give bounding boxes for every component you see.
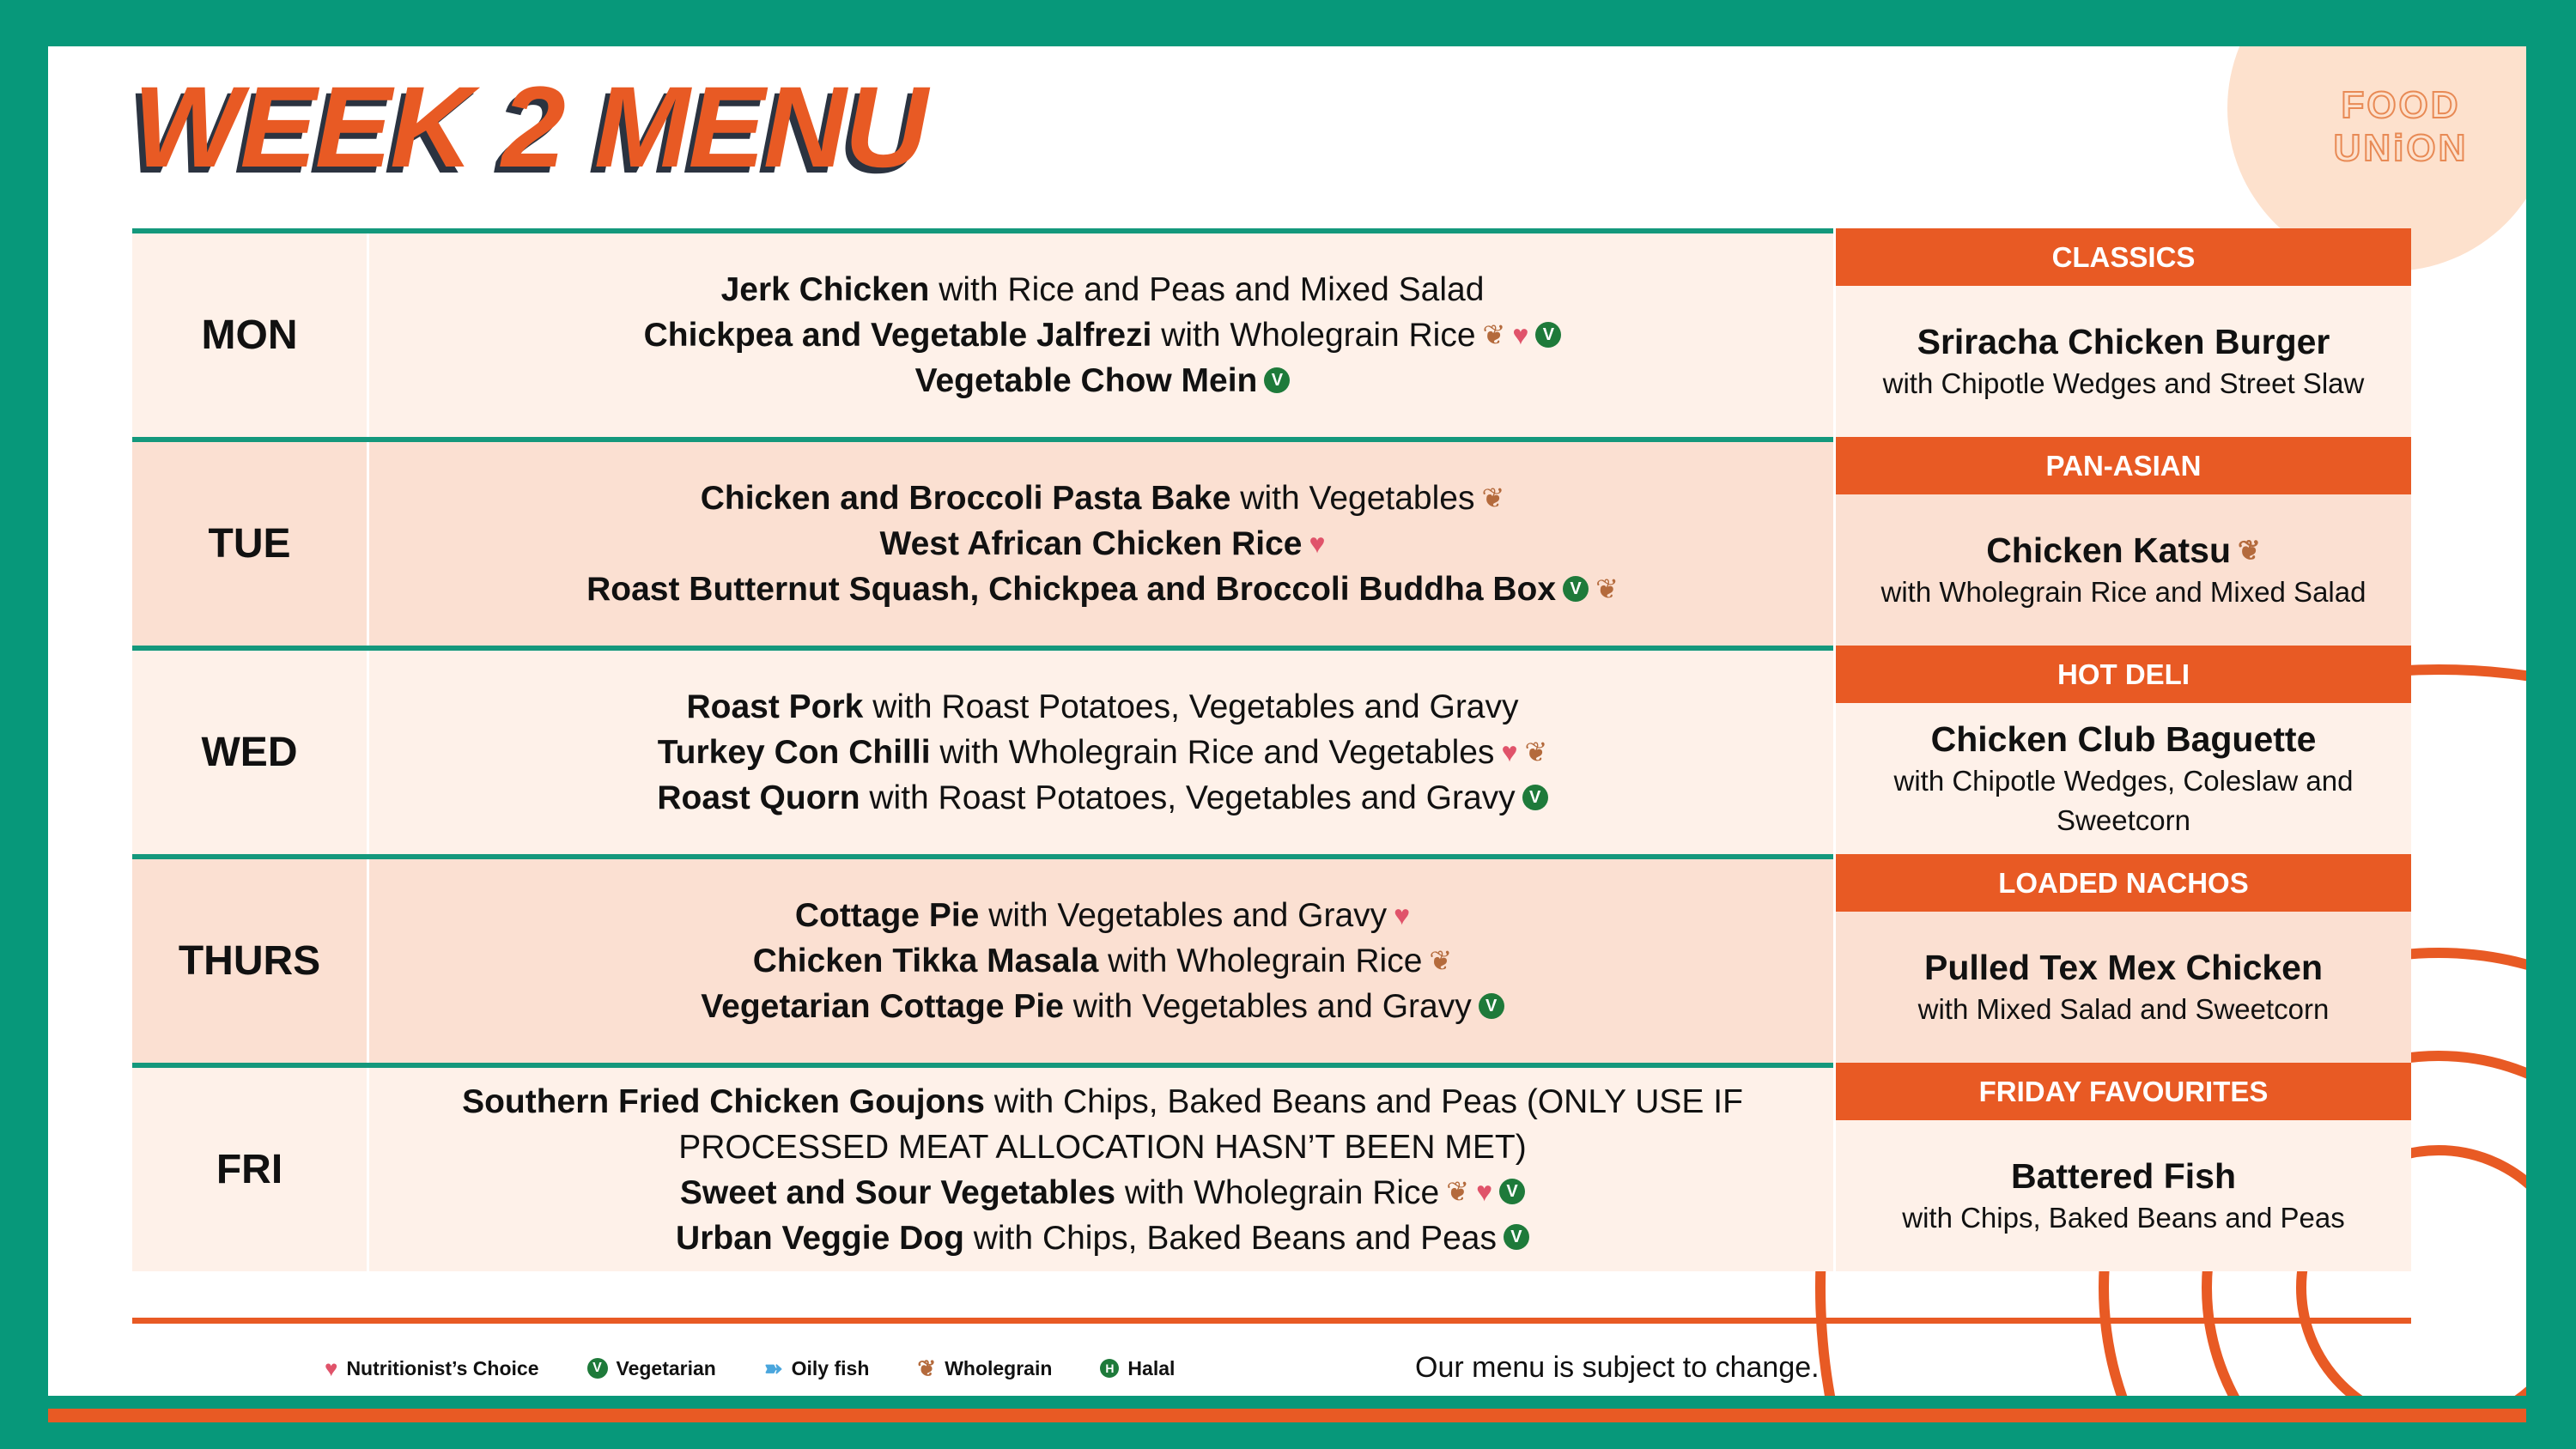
dish-list: [372, 233, 1833, 437]
dish-name: Roast Butternut Squash, Chickpea and Broccoli Buddha Box: [586, 571, 1557, 608]
legend-label: Vegetarian: [616, 1356, 716, 1379]
dish-item: [686, 684, 1518, 730]
wholegrain-icon: ❦: [1481, 482, 1505, 513]
dish-accompaniment: with Wholegrain Rice: [1098, 943, 1423, 979]
dish-accompaniment: with Chips, Baked Beans and Peas (ONLY USE IF PROCESSED MEAT ALLOCATION HASN’T BEEN MET): [678, 1082, 1743, 1166]
daily-category-column: [1833, 228, 2411, 1271]
dish-accompaniment: with Wholegrain Rice: [1151, 317, 1476, 354]
category-card: [1833, 854, 2411, 1063]
dish-item: [880, 521, 1326, 567]
vegetarian-icon: V: [1563, 576, 1589, 602]
dish-item: [586, 567, 1619, 612]
dish-name: Vegetable Chow Mein: [914, 362, 1258, 399]
wholegrain-icon: ❦: [1446, 1176, 1470, 1208]
dish-accompaniment: with Wholegrain Rice and Vegetables: [930, 734, 1495, 771]
day-row: [132, 646, 1833, 854]
category-card: [1833, 646, 2411, 854]
dish-item: [701, 476, 1505, 521]
dish-name: Turkey Con Chilli: [657, 734, 931, 771]
category-dish-name: [1931, 717, 2317, 761]
dish-accompaniment: with Vegetables and Gravy: [979, 897, 1388, 934]
category-header: FRIDAY FAVOURITES: [1836, 1063, 2411, 1120]
dish-list: [372, 1068, 1833, 1271]
dish-item: [658, 730, 1548, 775]
dish-name: Roast Pork: [686, 688, 864, 725]
dish-item: [657, 775, 1547, 821]
dish-item: [676, 1216, 1529, 1261]
day-row: [132, 854, 1833, 1063]
legend-label: Wholegrain: [945, 1356, 1053, 1379]
weekly-menu-table: [132, 228, 1833, 1271]
dish-item: [433, 1079, 1772, 1170]
legend-item: [1100, 1357, 1175, 1380]
dish-item: [753, 938, 1452, 984]
nutritionist-choice-icon: ♥: [325, 1355, 338, 1381]
dish-accompaniment: with Wholegrain Rice: [1115, 1173, 1440, 1211]
dish-name: Southern Fried Chicken Goujons: [462, 1082, 985, 1120]
category-header: HOT DELI: [1836, 646, 2411, 703]
category-header: PAN-ASIAN: [1836, 437, 2411, 494]
nutritionist-choice-icon: ♥: [1309, 527, 1326, 559]
dish-list: [372, 651, 1833, 854]
day-row: [132, 1063, 1833, 1271]
bottom-accent-bar: [48, 1409, 2526, 1422]
wholegrain-icon: ❦: [2238, 535, 2261, 567]
vegetarian-icon: V: [1264, 367, 1290, 393]
vegetarian-icon: V: [1499, 1179, 1525, 1204]
vegetarian-icon: V: [1535, 322, 1561, 348]
dish-item: [644, 312, 1562, 358]
day-row: [132, 228, 1833, 437]
legend-label: Nutritionist’s Choice: [346, 1356, 539, 1379]
nutritionist-choice-icon: ♥: [1512, 318, 1529, 350]
dish-name: Vegetarian Cottage Pie: [701, 988, 1064, 1025]
dish-list: [372, 859, 1833, 1063]
dish-accompaniment: with Chips, Baked Beans and Peas: [963, 1219, 1497, 1257]
category-dish-sides: with Wholegrain Rice and Mixed Salad: [1880, 576, 2366, 608]
day-label: TUE: [132, 442, 369, 646]
dish-item: [701, 984, 1504, 1029]
day-label: FRI: [132, 1068, 369, 1271]
legend-item: [764, 1355, 870, 1382]
dish-name: Chicken Tikka Masala: [752, 943, 1099, 979]
dish-item: [680, 1170, 1525, 1216]
legend-label: Oily fish: [791, 1356, 870, 1379]
dish-accompaniment: with Vegetables and Gravy: [1063, 988, 1472, 1025]
vegetarian-icon: V: [1522, 785, 1548, 810]
day-label: WED: [132, 651, 369, 854]
category-dish-sides: with Chipotle Wedges, Coleslaw and Sweetcorn: [1893, 765, 2354, 836]
category-dish-name: [1917, 319, 2330, 364]
category-body: [1836, 912, 2411, 1063]
dish-accompaniment: with Rice and Peas and Mixed Salad: [929, 271, 1485, 308]
dish-accompaniment: with Roast Potatoes, Vegetables and Gravy: [863, 688, 1519, 725]
dish-name: Sweet and Sour Vegetables: [679, 1173, 1116, 1211]
category-card: [1833, 228, 2411, 437]
dish-name: Chickpea and Vegetable Jalfrezi: [643, 317, 1152, 354]
dish-item: [795, 893, 1410, 938]
category-body: [1836, 286, 2411, 437]
vegetarian-icon: V: [1479, 993, 1504, 1019]
table-bottom-rule: [132, 1318, 2411, 1324]
dish-item: [721, 267, 1485, 312]
category-header: CLASSICS: [1836, 228, 2411, 286]
day-row: [132, 437, 1833, 646]
page-title: WEEK 2 MENU: [133, 64, 927, 191]
category-dish-name-text: Battered Fish: [2011, 1156, 2236, 1196]
dish-item: [915, 358, 1291, 403]
category-dish-sides: with Chips, Baked Beans and Peas: [1902, 1202, 2345, 1234]
category-dish-name: [2011, 1154, 2236, 1198]
category-header: LOADED NACHOS: [1836, 854, 2411, 912]
category-body: [1836, 494, 2411, 646]
nutritionist-choice-icon: ♥: [1394, 899, 1411, 931]
dish-accompaniment: with Roast Potatoes, Vegetables and Gravy: [860, 779, 1516, 816]
dish-name: West African Chicken Rice: [879, 525, 1303, 562]
dish-name: Cottage Pie: [794, 897, 980, 934]
category-dish-name-text: Chicken Club Baguette: [1930, 719, 2317, 759]
dish-accompaniment: with Vegetables: [1230, 480, 1475, 517]
dish-list: [372, 442, 1833, 646]
vegetarian-icon: V: [587, 1358, 608, 1379]
menu-change-notice: Our menu is subject to change.: [1415, 1351, 1820, 1384]
day-label: THURS: [132, 859, 369, 1063]
vegetarian-icon: V: [1504, 1224, 1529, 1250]
dish-name: Urban Veggie Dog: [676, 1219, 964, 1257]
wholegrain-icon: ❦: [1595, 573, 1619, 604]
day-label: MON: [132, 233, 369, 437]
category-dish-name: [1986, 528, 2261, 573]
category-dish-name-text: Chicken Katsu: [1986, 530, 2231, 570]
dish-name: Jerk Chicken: [720, 271, 930, 308]
category-dish-sides: with Chipotle Wedges and Street Slaw: [1882, 367, 2365, 399]
category-dish-name: [1924, 945, 2323, 990]
legend-label: Halal: [1127, 1356, 1176, 1379]
legend-item: [325, 1355, 539, 1382]
wholegrain-icon: ❦: [1429, 944, 1453, 976]
nutritionist-choice-icon: ♥: [1476, 1176, 1493, 1208]
wholegrain-icon: ❦: [1524, 736, 1548, 767]
nutritionist-choice-icon: ♥: [1501, 736, 1518, 767]
wholegrain-icon: ❦: [1482, 318, 1506, 350]
category-dish-name-text: Pulled Tex Mex Chicken: [1923, 948, 2324, 987]
halal-icon: H: [1100, 1359, 1119, 1378]
dish-name: Chicken and Broccoli Pasta Bake: [700, 480, 1231, 517]
legend-item: [587, 1357, 716, 1380]
category-body: [1836, 1120, 2411, 1271]
oily-fish-icon: ➽: [763, 1355, 783, 1381]
category-body: [1836, 703, 2411, 854]
icon-legend: [325, 1355, 1223, 1382]
brand-logo: FOOD UNiON: [2333, 84, 2469, 169]
category-card: [1833, 437, 2411, 646]
category-dish-name-text: Sriracha Chicken Burger: [1917, 322, 2330, 361]
wholegrain-icon: ❦: [917, 1355, 937, 1381]
dish-name: Roast Quorn: [657, 779, 860, 816]
legend-item: [917, 1355, 1052, 1382]
category-card: [1833, 1063, 2411, 1271]
category-dish-sides: with Mixed Salad and Sweetcorn: [1917, 993, 2330, 1025]
